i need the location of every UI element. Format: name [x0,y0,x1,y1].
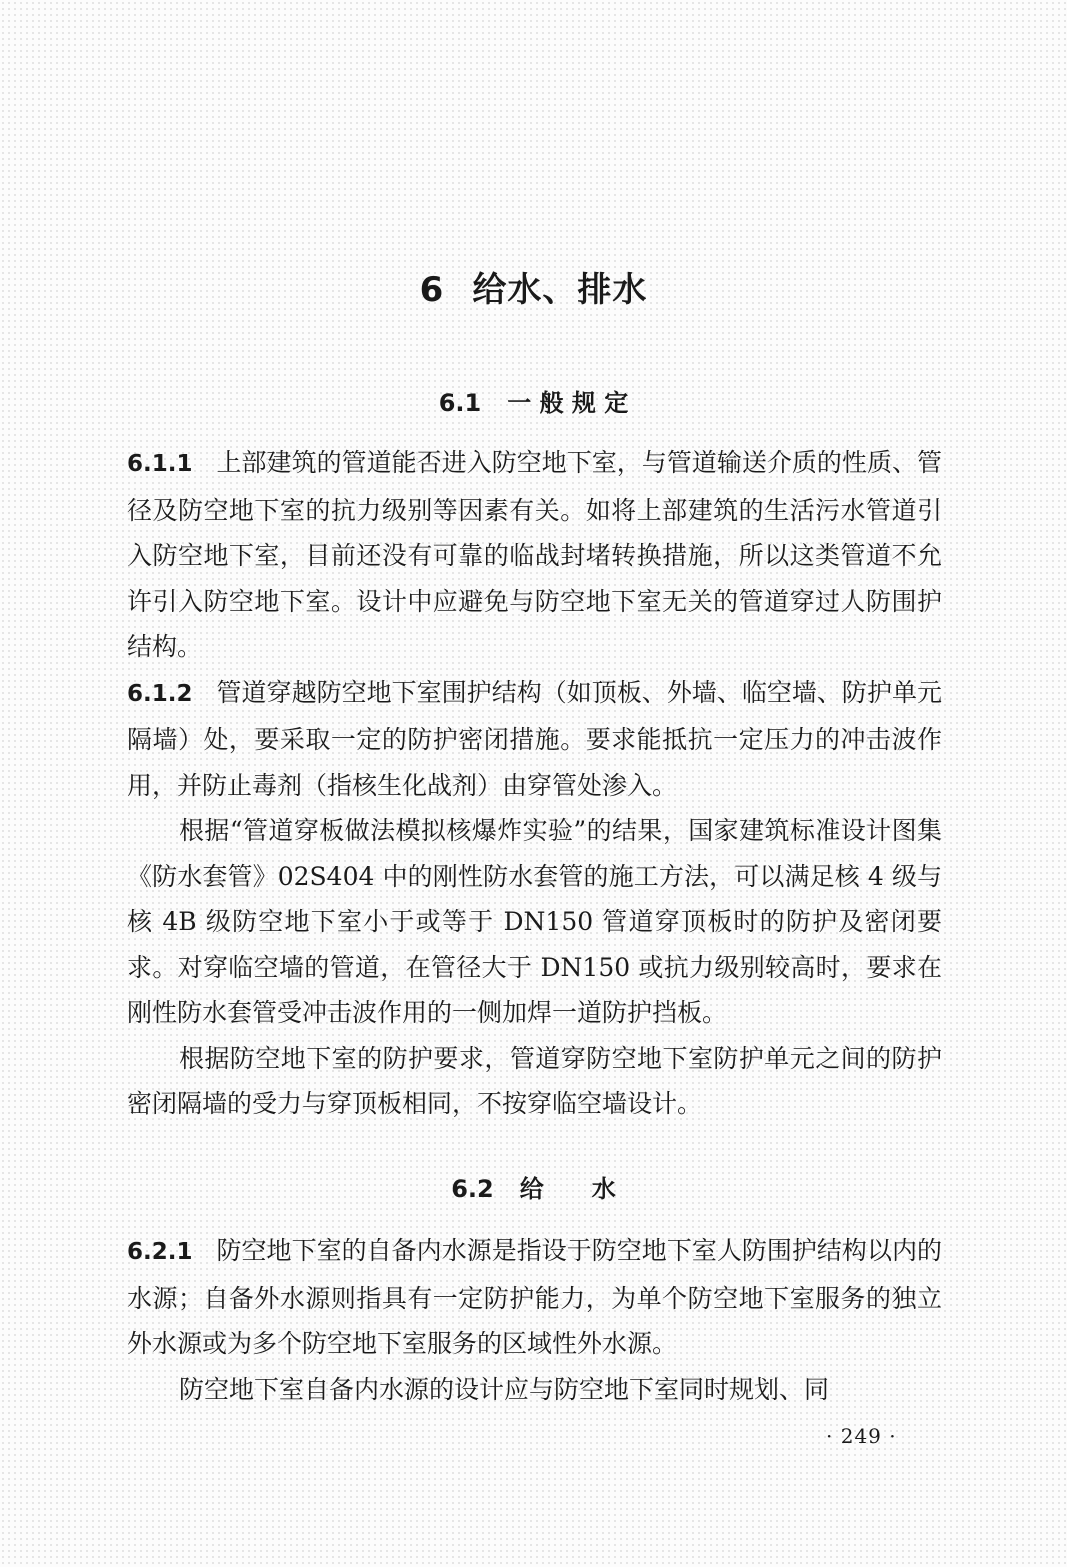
chapter-number: 6 [419,270,445,310]
section-title: 给 水 [519,1175,616,1203]
section-heading-6-1 [0,383,1067,418]
clause-text: 管道穿越防空地下室围护结构（如顶板、外墙、临空墙、防护单元隔墙）处，要采取一定的防护密闭措施。要求能抵抗一定压力的冲击波作用，并防止毒剂（指核生化战剂）由穿管处渗入。 [127,677,942,800]
clause-6-2-1 [127,1228,942,1367]
section-number: 6.2 [451,1175,494,1203]
chapter-title [0,262,1067,311]
clause-number: 6.1.2 [127,680,193,707]
section-heading-6-2 [0,1169,1067,1204]
clause-6-1-2 [127,670,942,809]
clause-6-1-1 [127,440,942,670]
section-number: 6.1 [438,389,482,417]
paragraph: 根据“管道穿板做法模拟核爆炸实验”的结果，国家建筑标准设计图集《防水套管》02S404 中的刚性防水套管的施工方法，可以满足核 4 级与核 4B 级防空地下室小于或等于 DN150 管道穿顶板时的防护及密闭要求。对穿临空墙的管道，在管径大于 DN150 或抗力级别较高时，要求在刚性防水套管受冲击波作用的一侧加焊一道防护挡板。 [127,816,942,1027]
paragraph: 防空地下室自备内水源的设计应与防空地下室同时规划、同 [179,1374,830,1404]
clause-number: 6.1.1 [127,451,193,477]
section-title: 一 般 规 定 [507,389,629,417]
section-6-1-body [127,440,942,1127]
section-6-2-body [127,1228,942,1412]
paragraph: 根据防空地下室的防护要求，管道穿防空地下室防护单元之间的防护密闭隔墙的受力与穿顶板相同，不按穿临空墙设计。 [127,1043,942,1118]
clause-text: 防空地下室的自备内水源是指设于防空地下室人防围护结构以内的水源；自备外水源则指具有一定防护能力，为单个防空地下室服务的独立外水源或为多个防空地下室服务的区域性外水源。 [127,1236,942,1358]
clause-text: 上部建筑的管道能否进入防空地下室，与管道输送介质的性质、管径及防空地下室的抗力级别等因素有关。如将上部建筑的生活污水管道引入防空地下室，目前还没有可靠的临战封堵转换措施，所以这类管道不允许引入防空地下室。设计中应避免与防空地下室无关的管道穿过人防围护结构。 [127,448,942,661]
chapter-title-text: 给水、排水 [472,270,648,310]
clause-number: 6.2.1 [127,1239,193,1265]
page-number: · 249 · [826,1424,897,1448]
